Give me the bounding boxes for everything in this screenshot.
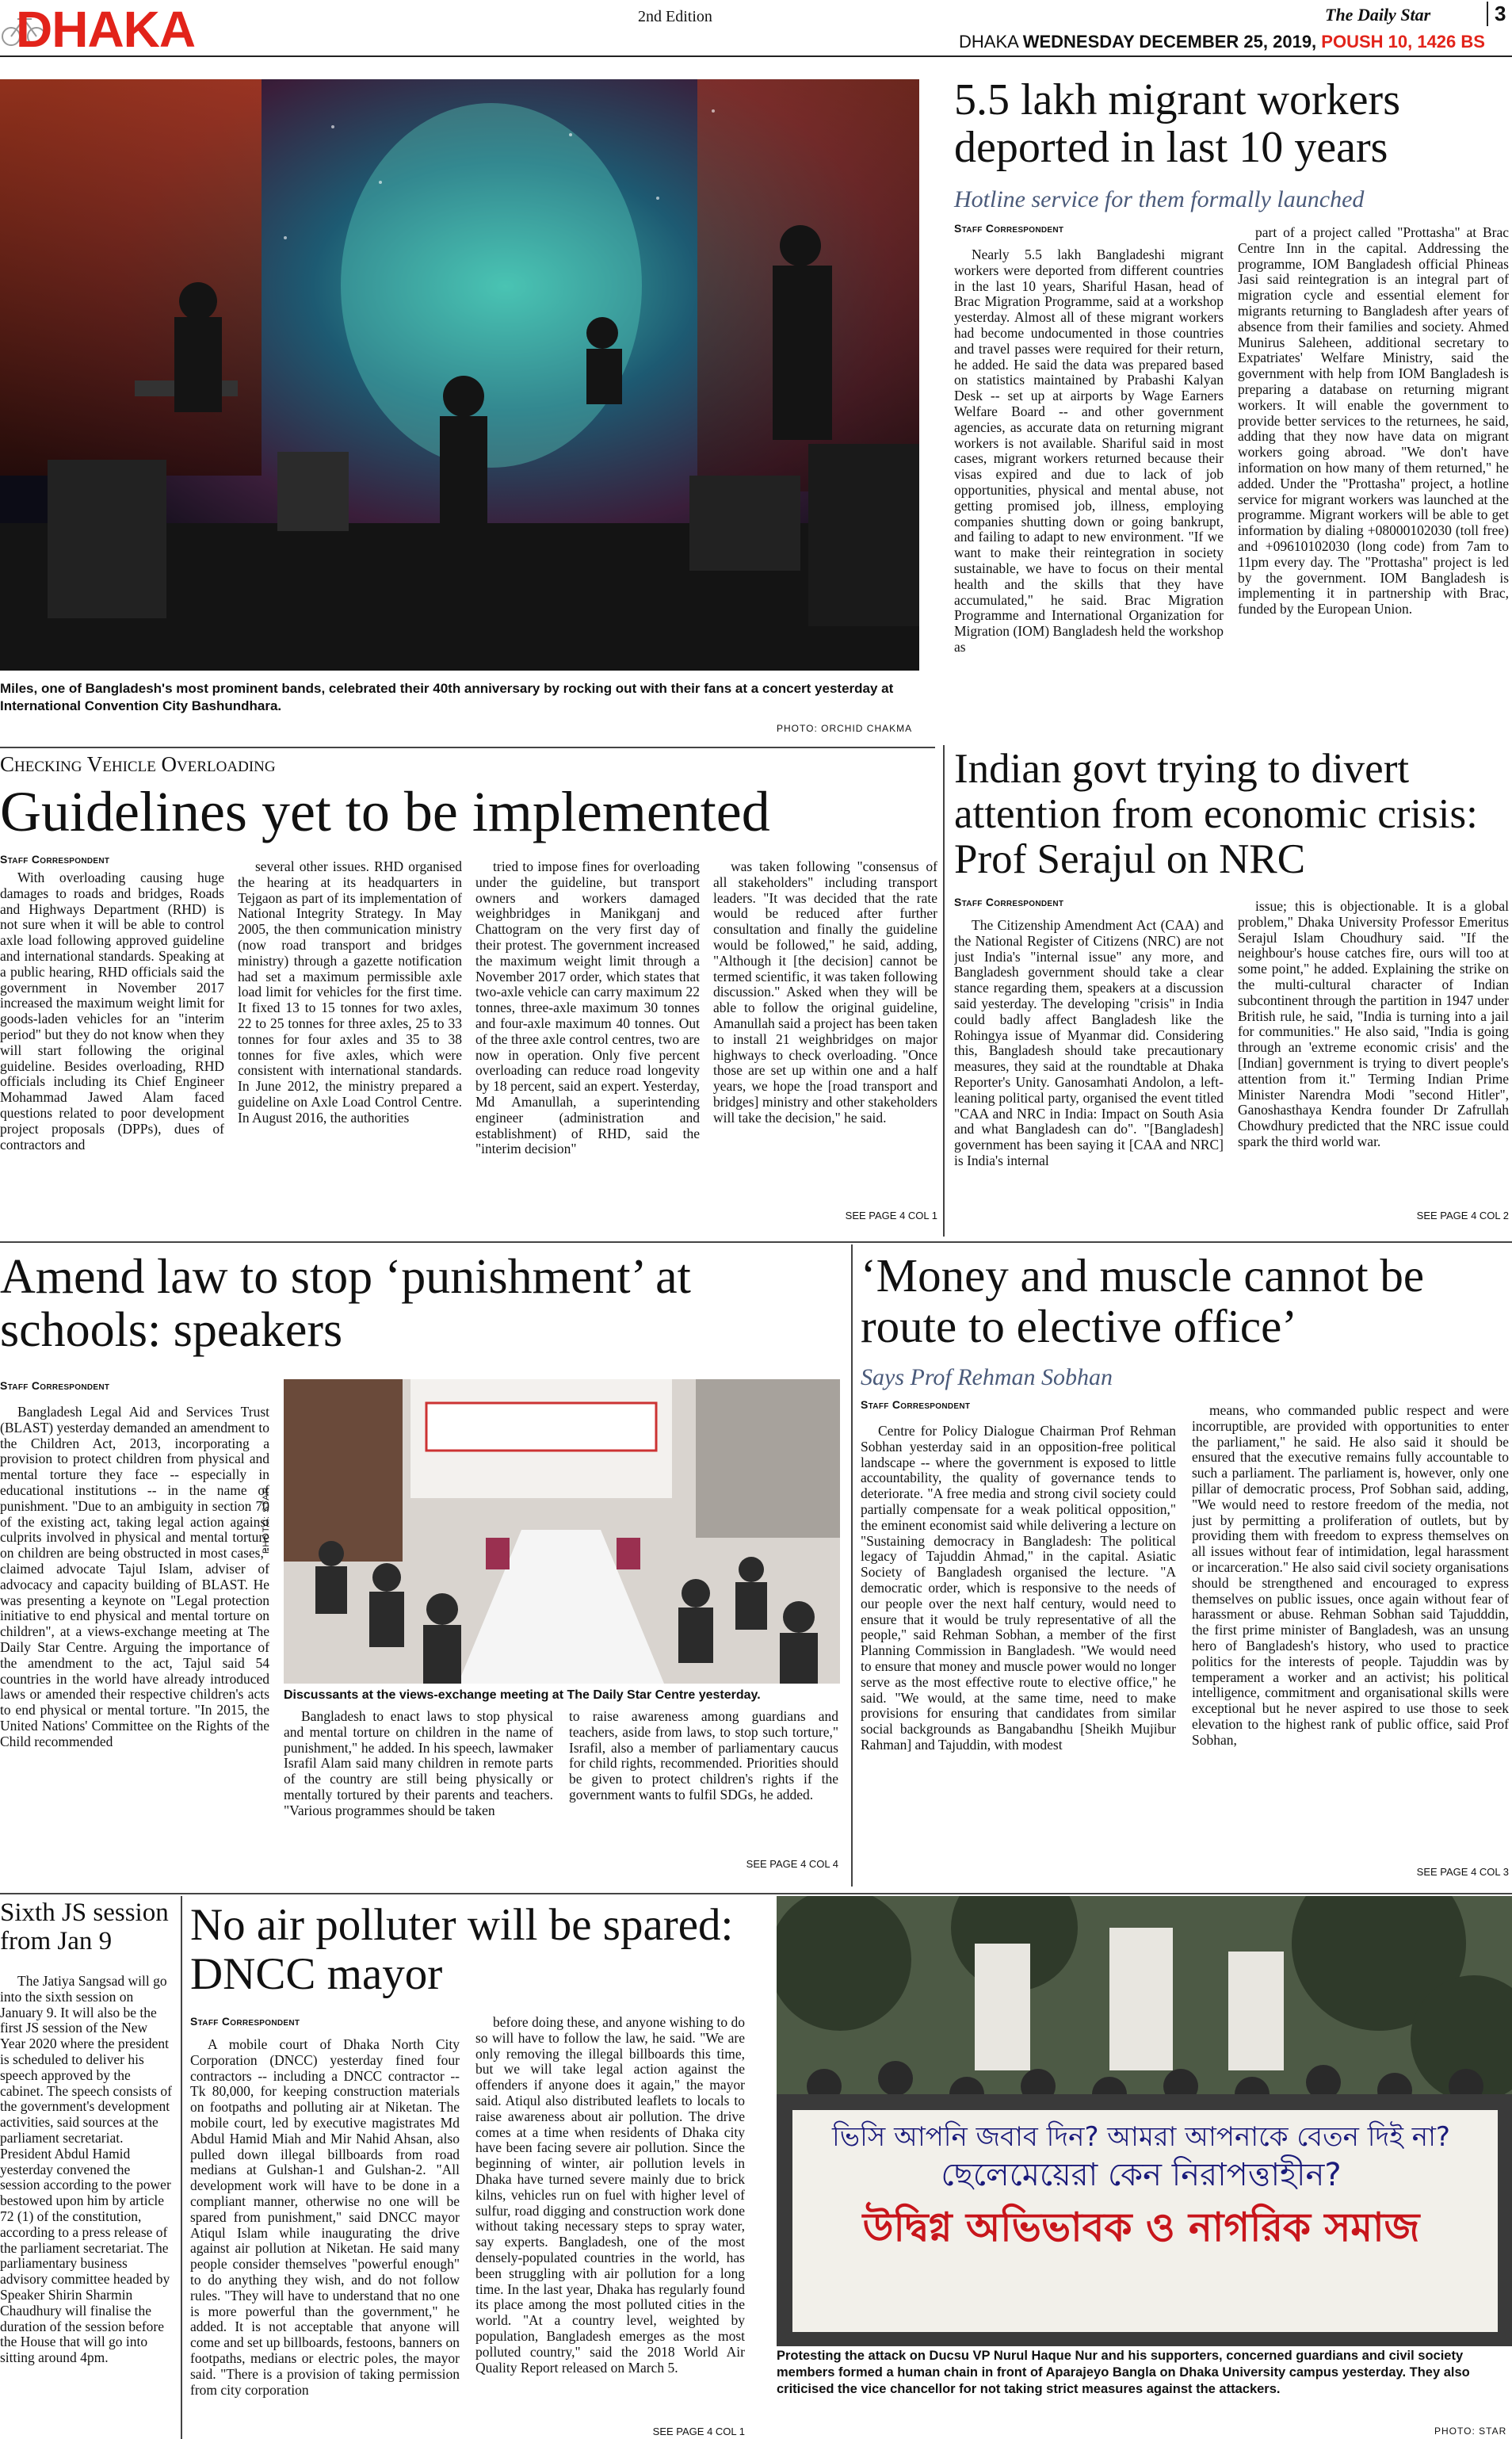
dncc-continued[interactable]: SEE PAGE 4 COL 1 [652, 2426, 745, 2437]
nrc-headline: Indian govt trying to divert attention from economic crisis: Prof Serajul on NRC [954, 746, 1478, 883]
overloading-col-3: tried to impose fines for overloading under the guideline, but transport owners and workers damaged weighbridges in Manikganj and Chattogram on the very first day of their protest. The government increased the maximum weight limit through a November 2017 order, which states that two-axle vehicle can carry maximum 22 tonnes, three-axle maximum 30 tonnes and four-axle maximum 40 tonnes. Out of the three axle control centres, two are now in operation. Only five percent overloading can reduce road longevity by 18 percent, said an expert. Yesterday, Md Amanullah, a superintending engineer (administration and establishment) of RHD, said the "interim decision" [475, 859, 700, 1157]
migrant-col-2: part of a project called "Prottasha" at Brac Centre Inn in the capital. Addressing the programme, IOM Bangladesh official Phineas Jasi said reintegration is an integral part of migration cycle and essential element for migrants returning to Bangladesh after years of absence from their families and society. Ahmed Munirus Saleheen, additional secretary to Expatriates' Welfare Ministry, said the government with help from IOM Bangladesh is preparing a database on returning migrant workers. It will enable the government to provide better services to the returnees, he said, adding that they now have data on migrant workers going abroad. "We don't have information on how many of them returned," he added. Under the "Prottasha" project, a hotline service for migrant workers was launched at the programme. Migrant workers will be able to get information by dialing +08000102030 (toll free) and +09610102030 (long code) from 7am to 11pm every day. The "Prottasha" project is led by the government. IOM Bangladesh is implementing it in partnership with Brac, funded by the European Union. [1238, 225, 1509, 617]
concert-photo-credit: PHOTO: ORCHID CHAKMA [777, 723, 913, 734]
meeting-photo-caption: Discussants at the views-exchange meeting at The Daily Star Centre yesterday. [284, 1688, 761, 1702]
nrc-byline: Staff Correspondent [954, 896, 1064, 908]
divider [0, 1241, 1512, 1243]
nrc-continued[interactable]: SEE PAGE 4 COL 2 [1416, 1210, 1509, 1221]
concert-photo-caption: Miles, one of Bangladesh's most prominent bands, celebrated their 40th anniversary by rocking out with their fans at a concert yesterday at International Convention City Bashundhara. [0, 681, 894, 713]
divider [181, 1896, 182, 2439]
overloading-byline: Staff Correspondent [0, 853, 110, 866]
punishment-byline: Staff Correspondent [0, 1379, 110, 1392]
meeting-photo-credit: PHOTO: STAR [262, 1486, 271, 1554]
human-chain-caption: Protesting the attack on Ducsu VP Nurul Haque Nur and his supporters, concerned guardians and civil society members formed a human chain in front of Aparajeyo Bangla on Dhaka University campus yesterday. They also criticised the vice chancellor for not taking strict measures against the attackers. [777, 2349, 1470, 2396]
divider [0, 1893, 1512, 1894]
js-session-body: The Jatiya Sangsad will go into the sixth session on January 9. It will also be the first JS session of the New Year 2020 where the president is scheduled to deliver his speech approved by the cabinet. The speech consists of the government's development activities, said sources at the parliament secretariat. President Abdul Hamid yesterday convened the session according to the power bestowed upon him by article 72 (1) of the constitution, according to a press release of the parliament secretariat. The parliamentary business advisory committee headed by Speaker Shirin Sharmin Chaudhury will finalise the duration of the session before the House that will go into sitting around 4pm. [0, 1974, 172, 2366]
sobhan-byline: Staff Correspondent [861, 1398, 971, 1411]
migrant-byline: Staff Correspondent [954, 222, 1064, 235]
overloading-col-1: With overloading causing huge damages to roads and bridges, Roads and Highways Department (RHD) is not sure when it will be able to control axle load following approved guideline and international standards. Speaking at a public hearing, RHD officials said the government in November 2017 increased the maximum weight limit for goods-laden vehicles for an "interim period" but they do not know when they will start following the original guideline. Besides overloading, RHD officials including its Chief Engineer Mohammad Jawed Alam faced questions related to poor development project proposals (DPPs), dues of contractors and [0, 870, 224, 1153]
migrant-col-1: Nearly 5.5 lakh Bangladeshi migrant workers were deported from different countries in the last 10 years, Shariful Hasan, head of Brac Migration Programme, said at a workshop yesterday. Almost all of these migrant workers had become undocumented in those countries and travel passes were required for their return, he added. He said the data was prepared based on statistics maintained by Prabashi Kalyan Desk -- set up at airports by Wage Earners Welfare Board -- and other government agencies, as accurate data on returning migrant workers is not available. Shariful said in most cases, migrant workers returned because their visas expired and due to lack of job opportunities, physical and mental abuse, not getting promised job, illness, employing companies shutting down or going bankrupt, and failing to adapt to new environment. "If we want to make their reintegration in society sustainable, we have to focus on their mental health and the skills that they have accumulated," he said. Brac Migration Programme and International Organization for Migration (IOM) Bangladesh held the workshop as [954, 247, 1224, 655]
dncc-col-1: A mobile court of Dhaka North City Corporation (DNCC) yesterday fined four contractors -- including a DNCC contractor -- Tk 80,000, for keeping construction materials on footpaths and polluting air at Niketan. The mobile court, led by executive magistrates Md Abdul Hamid Miah and Mir Nahid Ahsan, also pulled down illegal billboards from road medians at Gulshan-1 and Gulshan-2. "All development work will have to be done in a compliant manner, otherwise no one will be spared from punishment," said DNCC mayor Atiqul Islam while inaugurating the drive against air pollution at Niketan. He said many people consider themselves "powerful enough" to do anything they wish, and do not follow rules. "They will have to understand that no one is more powerful than the government," he added. It is not acceptable that anyone will come and set up billboards, festoons, banners on footpaths, medians or electric poles, the mayor said. "There is a provision of taking permission from city corporation [190, 2037, 460, 2398]
banner-line-1: ভিসি আপনি জবাব দিন? আমরা আপনাকে বেতন দিই না? [832, 2121, 1450, 2153]
migrant-headline: 5.5 lakh migrant workers deported in last 10 years [954, 75, 1400, 173]
punishment-col-1: Bangladesh Legal Aid and Services Trust (BLAST) yesterday demanded an amendment to the Children Act, 2013, incorporating a provision to protect children from physical and mental torture they face -- especially in educational institutions -- in the name of punishment. "Due to an ambiguity in section 70 of the existing act, taking legal action against culprits involved in physical and mental torture on children are being obstructed in most cases," claimed advocate Tajul Islam, adviser of advocacy and capacity building of BLAST. He was presenting a keynote on "Legal protection initiative to end physical and mental torture on children", at a views-exchange meeting at The Daily Star Centre. Arguing the importance of the amendment to the act, Tajul said 54 countries in the world have already introduced laws or amended their respective children's acts to end physical or mental torture. "In 2015, the United Nations' Committee on the Rights of the Child recommended [0, 1405, 269, 1749]
overloading-continued[interactable]: SEE PAGE 4 COL 1 [845, 1210, 937, 1221]
page-number: 3 [1487, 2, 1506, 26]
punishment-col-2: Bangladesh to enact laws to stop physical and mental torture on children in the name of punishment," he added. In his speech, lawmaker Israfil Alam said many children in remote parts of the country are still being physically or mentally tortured by their parents and teachers. "Various programmes should be taken [284, 1709, 553, 1818]
overloading-col-2: several other issues. RHD organised the hearing at its headquarters in Tejgaon as part of its implementation of National Integrity Strategy. In May 2005, the then communication ministry (now road transport and bridges ministry) through a gazette notification had set a maximum permissible axle load limit for vehicles for the first time. It fixed 13 to 15 tonnes for two axles, 22 to 25 tonnes for three axles, 25 to 33 tonnes for four axles and 35 to 38 tonnes for five axles, which were consistent with international standards. In June 2012, the ministry prepared a guideline on Axle Load Control Centre. In August 2016, the authorities [238, 859, 462, 1126]
human-chain-credit: PHOTO: STAR [1434, 2426, 1507, 2437]
dateline: DHAKA WEDNESDAY DECEMBER 25, 2019, POUSH 10, 1426 BS [959, 32, 1485, 52]
punishment-col-3: to raise awareness among guardians and teachers, aside from laws, to stop such torture," Israfil, also a member of parliamentary caucus for child rights, recommended. Priorities should be given to protect children's rights if the government wants to fulfil SDGs, he added. [569, 1709, 838, 1802]
dncc-byline: Staff Correspondent [190, 2015, 300, 2028]
overloading-headline: Guidelines yet to be implemented [0, 780, 770, 843]
dncc-headline: No air polluter will be spared: DNCC mayor [190, 1900, 734, 1999]
punishment-headline: Amend law to stop ‘punishment’ at schools: speakers [0, 1250, 691, 1357]
migrant-subhead: Hotline service for them formally launched [954, 186, 1365, 212]
edition-label: 2nd Edition [638, 8, 712, 25]
sobhan-continued[interactable]: SEE PAGE 4 COL 3 [1416, 1866, 1509, 1878]
sobhan-subhead: Says Prof Rehman Sobhan [861, 1364, 1113, 1390]
concert-photo [0, 79, 919, 671]
js-session-headline: Sixth JS session from Jan 9 [0, 1898, 169, 1955]
sobhan-col-2: means, who commanded public respect and were incorruptible, are provided with opportunities to enter the parliament," he said. He also said it should be ensured that the executive remains fully accountable to such a parliament. The parliament is, however, only one pillar of democratic process, Prof Sobhan said, adding, "We would need to restore freedom of the media, not just by permitting a proliferation of outlets, but by providing them with freedom to express themselves on all issues without fear of intimidation, legal harassment or incarceration." He also said civil society organisations should be strengthened and encouraged to express themselves on public issues, once again without fear of harassment or abuse. Rehman Sobhan said Tajudddin, the first prime minister of Bangladesh, was an unsung hero of Bangladesh's history, who used to practice politics for the interests of people. Tajuddin was by temperament a worker and an activist; his political intelligence, commitment and organisational skills were exceptional but he never aspired to use those to seek elevation to the highest rank of public office, said Prof Sobhan, [1192, 1403, 1509, 1748]
divider [943, 745, 945, 1237]
nrc-col-2: issue; this is objectionable. It is a global problem," Dhaka University Professor Emeritus Serajul Islam Choudhury said. "If the neighbour's house catches fire, ours will too at some point," he added. Explaining the strike on the multi-cultural character of Indian subcontinent through the partition in 1947 under British rule, he said, "India is turning into a jail for communities." He also said, "India is going through an 'extreme economic crisis' and the [Indian] government is trying to divert people's attention from it." Terming Indian Prime Minister Narendra Modi "second Hitler", Ganoshasthaya Kendra founder Dr Zafrullah Chowdhury predicted that the NRC issue could spark the third world war. [1238, 899, 1509, 1149]
protest-banner [792, 2118, 1490, 2250]
sobhan-headline: ‘Money and muscle cannot be route to elective office’ [861, 1249, 1425, 1352]
punishment-continued[interactable]: SEE PAGE 4 COL 4 [746, 1858, 838, 1870]
banner-line-2: ছেলেমেয়েরা কেন নিরাপত্তাহীন? [941, 2157, 1342, 2193]
section-title: DHAKA [16, 1, 196, 58]
newspaper-logo: The Daily Star [1325, 5, 1431, 25]
overloading-col-4: was taken following "consensus of all stakeholders" including transport leaders. "It was decided that the rate would be reduced after further consultation and finally the guideline would be followed," he said, adding, "Although it [the decision] cannot be termed scientific, it was taken following discussion." Asked when they will be able to follow the original guideline, Amanullah said a project has been taken to install 21 weighbridges on major highways to check overloading. "Once those are set up within one and a half years, we hope the [road transport and bridges] ministry and other stakeholders will take the decision," he said. [713, 859, 937, 1126]
nrc-col-1: The Citizenship Amendment Act (CAA) and the National Register of Citizens (NRC) are not just India's "internal issue" any more, and Bangladesh government should take a clear stance regarding them, speakers at a discussion said yesterday. The developing "crisis" in India could badly affect Bangladesh like the Rohingya issue of Myanmar did. Considering this, Bangladesh should take precautionary measures, they said at the roundtable at Dhaka Reporter's Unity. Ganosamhati Andolon, a left-leaning political party, organised the event titled "CAA and NRC in India: Impact on South Asia and what Bangladesh can do". "[Bangladesh] government has been saying it [CAA and NRC] is India's internal [954, 918, 1224, 1168]
banner-line-3: উদ্বিগ্ন অভিভাবক ও নাগরিক সমাজ [862, 2204, 1420, 2250]
overloading-kicker: Checking Vehicle Overloading [0, 752, 276, 776]
dncc-col-2: before doing these, and anyone wishing to do so will have to follow the law, he said. "We are only removing the illegal billboards this time, but we will take legal action against the offenders if anyone does it again," the mayor said. Atiqul also distributed leaflets to locals to raise awareness about air pollution. The drive comes at a time when residents of Dhaka city have been facing severe air pollution. Since the beginning of winter, air pollution levels in Dhaka have turned severe mainly due to brick kilns, vehicles run on fuel with higher level of sulfur, road digging and construction work done without taking necessary steps to spray water, say experts. Bangladesh, one of the most densely-populated countries in the world, has been struggling with air pollution for a long time. In the last year, Dhaka has regularly found its place among the most polluted cities in the world. "At a country level, weighted by population, Bangladesh emerges as the most polluted country," said the 2018 World Air Quality Report released on March 5. [475, 2015, 745, 2376]
meeting-photo [284, 1379, 840, 1684]
divider [851, 1244, 853, 1887]
sobhan-col-1: Centre for Policy Dialogue Chairman Prof Rehman Sobhan yesterday said in an opposition-free political landscape -- where the government is exposed to little accountability, the quality of governance tends to deteriorate. "A free media and strong civil society could partially compensate for a weak political opposition," the eminent economist said while delivering a lecture on "Sustaining democracy in Bangladesh: The political legacy of Tajuddin Ahmad," in the capital. Asiatic Society of Bangladesh organised the lecture. "A democratic order, which is responsive to the needs of our people over the next half century, would need to ensure that it would be truly representative of all the people," said Rehman Sobhan, a member of the first Planning Commission in Bangladesh. "We would need to ensure that money and muscle power would no longer serve as the most effective route to elective office," he said. "We would, at the same time, need to make provisions for ensuring that candidates from similar social backgrounds as Bangabandhu [Sheikh Mujibur Rahman] and Tajuddin, with modest [861, 1424, 1176, 1753]
divider [0, 747, 935, 748]
